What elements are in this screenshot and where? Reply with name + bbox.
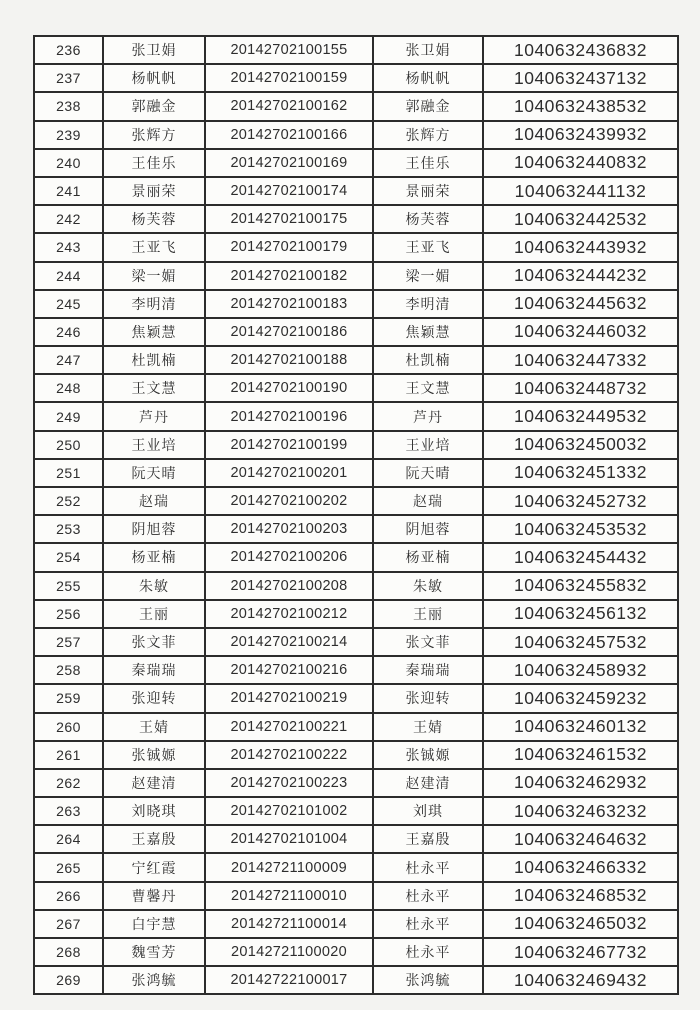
cell-name-confirm: 王业培 [373,431,483,459]
cell-exam-id: 20142702100214 [205,628,373,656]
cell-cert-no: 1040632453532 [483,515,678,543]
cell-cert-no: 1040632437132 [483,64,678,92]
cell-name: 张迎转 [103,684,205,712]
cell-index: 261 [34,741,103,769]
cell-exam-id: 20142702100190 [205,374,373,402]
cell-name: 杜凯楠 [103,346,205,374]
cell-name: 李明清 [103,290,205,318]
cell-exam-id: 20142702100208 [205,572,373,600]
cell-index: 236 [34,36,103,64]
cell-exam-id: 20142702100188 [205,346,373,374]
cell-name-confirm: 朱敏 [373,572,483,600]
cell-cert-no: 1040632466332 [483,853,678,881]
table-row [34,600,678,628]
cell-name: 曹馨丹 [103,882,205,910]
cell-index: 237 [34,64,103,92]
cell-name: 张鸿毓 [103,966,205,994]
cell-name: 芦丹 [103,402,205,430]
cell-exam-id: 20142702100196 [205,402,373,430]
cell-exam-id: 20142702100175 [205,205,373,233]
cell-name-confirm: 王婧 [373,713,483,741]
table-row [34,121,678,149]
cell-index: 239 [34,121,103,149]
cell-cert-no: 1040632454432 [483,543,678,571]
cell-name-confirm: 杜凯楠 [373,346,483,374]
table-row [34,318,678,346]
cell-index: 251 [34,459,103,487]
cell-exam-id: 20142702100199 [205,431,373,459]
table-row [34,402,678,430]
table-row [34,290,678,318]
cell-name: 张文菲 [103,628,205,656]
cell-exam-id: 20142721100020 [205,938,373,966]
cell-index: 249 [34,402,103,430]
cell-name-confirm: 杨帆帆 [373,64,483,92]
cell-name: 杨亚楠 [103,543,205,571]
table-row [34,149,678,177]
cell-index: 240 [34,149,103,177]
cell-name-confirm: 杜永平 [373,853,483,881]
cell-cert-no: 1040632457532 [483,628,678,656]
cell-name-confirm: 张迎转 [373,684,483,712]
cell-index: 238 [34,92,103,120]
cell-index: 265 [34,853,103,881]
cell-name: 景丽荣 [103,177,205,205]
cell-index: 263 [34,797,103,825]
table-row [34,262,678,290]
cell-name-confirm: 杜永平 [373,882,483,910]
table-row [34,853,678,881]
cell-exam-id: 20142702100212 [205,600,373,628]
cell-index: 242 [34,205,103,233]
cell-index: 258 [34,656,103,684]
table-row [34,64,678,92]
table-row [34,910,678,938]
cell-cert-no: 1040632451332 [483,459,678,487]
cell-index: 243 [34,233,103,261]
cell-name: 朱敏 [103,572,205,600]
cell-exam-id: 20142702100166 [205,121,373,149]
cell-cert-no: 1040632446032 [483,318,678,346]
cell-cert-no: 1040632441132 [483,177,678,205]
cell-name-confirm: 秦瑞瑞 [373,656,483,684]
cell-name: 王婧 [103,713,205,741]
cell-name: 赵建清 [103,769,205,797]
cell-exam-id: 20142702100216 [205,656,373,684]
cell-name-confirm: 郭融金 [373,92,483,120]
cell-cert-no: 1040632448732 [483,374,678,402]
cell-index: 254 [34,543,103,571]
cell-name-confirm: 王文慧 [373,374,483,402]
cell-index: 267 [34,910,103,938]
cell-cert-no: 1040632444232 [483,262,678,290]
table-row [34,205,678,233]
cell-index: 255 [34,572,103,600]
table-row [34,177,678,205]
cell-name-confirm: 王嘉殷 [373,825,483,853]
table-row [34,572,678,600]
cell-name: 张铖嫄 [103,741,205,769]
table-row [34,36,678,64]
cell-exam-id: 20142702100174 [205,177,373,205]
cell-exam-id: 20142702100159 [205,64,373,92]
cell-name: 宁红霞 [103,853,205,881]
cell-exam-id: 20142702101004 [205,825,373,853]
table-row [34,684,678,712]
cell-cert-no: 1040632469432 [483,966,678,994]
cell-name-confirm: 赵建清 [373,769,483,797]
cell-cert-no: 1040632439932 [483,121,678,149]
cell-index: 260 [34,713,103,741]
cell-name-confirm: 李明清 [373,290,483,318]
cell-name-confirm: 张辉方 [373,121,483,149]
cell-cert-no: 1040632452732 [483,487,678,515]
cell-exam-id: 20142702100182 [205,262,373,290]
cell-cert-no: 1040632456132 [483,600,678,628]
cell-name: 梁一媚 [103,262,205,290]
cell-name: 王嘉殷 [103,825,205,853]
cell-cert-no: 1040632445632 [483,290,678,318]
cell-name: 王文慧 [103,374,205,402]
cell-name-confirm: 王佳乐 [373,149,483,177]
table-row [34,938,678,966]
cell-name-confirm: 杜永平 [373,938,483,966]
table-row [34,797,678,825]
table-row [34,515,678,543]
cell-name: 杨帆帆 [103,64,205,92]
cell-exam-id: 20142702100202 [205,487,373,515]
cell-exam-id: 20142702100222 [205,741,373,769]
cell-index: 245 [34,290,103,318]
cell-name: 王业培 [103,431,205,459]
cell-cert-no: 1040632450032 [483,431,678,459]
cell-cert-no: 1040632455832 [483,572,678,600]
cell-exam-id: 20142702100183 [205,290,373,318]
cell-index: 241 [34,177,103,205]
table-row [34,233,678,261]
cell-name: 张卫娟 [103,36,205,64]
cell-index: 244 [34,262,103,290]
table-row [34,431,678,459]
cell-index: 264 [34,825,103,853]
cell-cert-no: 1040632443932 [483,233,678,261]
cell-index: 266 [34,882,103,910]
cell-exam-id: 20142702100169 [205,149,373,177]
cell-cert-no: 1040632462932 [483,769,678,797]
cell-cert-no: 1040632461532 [483,741,678,769]
cell-exam-id: 20142702100206 [205,543,373,571]
cell-exam-id: 20142702100221 [205,713,373,741]
cell-name-confirm: 王丽 [373,600,483,628]
cell-name-confirm: 杨亚楠 [373,543,483,571]
cell-index: 262 [34,769,103,797]
cell-exam-id: 20142722100017 [205,966,373,994]
roster-table [33,35,679,995]
cell-index: 253 [34,515,103,543]
cell-index: 250 [34,431,103,459]
cell-name-confirm: 景丽荣 [373,177,483,205]
cell-cert-no: 1040632460132 [483,713,678,741]
table-row [34,487,678,515]
cell-name-confirm: 张卫娟 [373,36,483,64]
cell-name-confirm: 芦丹 [373,402,483,430]
table-row [34,92,678,120]
cell-index: 252 [34,487,103,515]
cell-name: 王佳乐 [103,149,205,177]
table-row [34,374,678,402]
cell-name-confirm: 刘琪 [373,797,483,825]
cell-cert-no: 1040632465032 [483,910,678,938]
cell-cert-no: 1040632440832 [483,149,678,177]
cell-index: 269 [34,966,103,994]
cell-name-confirm: 杜永平 [373,910,483,938]
cell-cert-no: 1040632438532 [483,92,678,120]
cell-exam-id: 20142702100186 [205,318,373,346]
table-row [34,882,678,910]
cell-name-confirm: 赵瑞 [373,487,483,515]
cell-name-confirm: 梁一媚 [373,262,483,290]
table-row [34,628,678,656]
cell-index: 247 [34,346,103,374]
cell-exam-id: 20142702100223 [205,769,373,797]
cell-name: 秦瑞瑞 [103,656,205,684]
table-row [34,459,678,487]
cell-name: 郭融金 [103,92,205,120]
cell-index: 256 [34,600,103,628]
table-row [34,741,678,769]
roster-table-body [34,36,678,994]
cell-exam-id: 20142702100201 [205,459,373,487]
cell-name-confirm: 阮天晴 [373,459,483,487]
table-row [34,656,678,684]
cell-name-confirm: 焦颖慧 [373,318,483,346]
cell-exam-id: 20142721100010 [205,882,373,910]
cell-cert-no: 1040632459232 [483,684,678,712]
cell-name: 刘晓琪 [103,797,205,825]
cell-name: 王丽 [103,600,205,628]
cell-cert-no: 1040632458932 [483,656,678,684]
cell-name: 王亚飞 [103,233,205,261]
cell-name: 杨芙蓉 [103,205,205,233]
table-row [34,713,678,741]
cell-name: 焦颖慧 [103,318,205,346]
cell-index: 248 [34,374,103,402]
cell-cert-no: 1040632467732 [483,938,678,966]
table-row [34,825,678,853]
cell-exam-id: 20142702100179 [205,233,373,261]
cell-name: 阴旭蓉 [103,515,205,543]
table-row [34,543,678,571]
cell-exam-id: 20142721100009 [205,853,373,881]
cell-exam-id: 20142721100014 [205,910,373,938]
cell-cert-no: 1040632468532 [483,882,678,910]
table-row [34,346,678,374]
cell-index: 268 [34,938,103,966]
cell-index: 259 [34,684,103,712]
table-row [34,966,678,994]
table-row [34,769,678,797]
cell-cert-no: 1040632447332 [483,346,678,374]
cell-name: 白宇慧 [103,910,205,938]
cell-name-confirm: 杨芙蓉 [373,205,483,233]
cell-cert-no: 1040632442532 [483,205,678,233]
cell-name-confirm: 张铖嫄 [373,741,483,769]
cell-index: 246 [34,318,103,346]
cell-cert-no: 1040632449532 [483,402,678,430]
cell-index: 257 [34,628,103,656]
cell-name: 赵瑞 [103,487,205,515]
cell-name-confirm: 张文菲 [373,628,483,656]
cell-name: 张辉方 [103,121,205,149]
cell-name-confirm: 张鸿毓 [373,966,483,994]
cell-cert-no: 1040632463232 [483,797,678,825]
cell-name-confirm: 阴旭蓉 [373,515,483,543]
cell-cert-no: 1040632436832 [483,36,678,64]
cell-name-confirm: 王亚飞 [373,233,483,261]
cell-exam-id: 20142702100155 [205,36,373,64]
cell-name: 阮天晴 [103,459,205,487]
cell-cert-no: 1040632464632 [483,825,678,853]
cell-exam-id: 20142702101002 [205,797,373,825]
cell-exam-id: 20142702100203 [205,515,373,543]
cell-name: 魏雪芳 [103,938,205,966]
cell-exam-id: 20142702100162 [205,92,373,120]
cell-exam-id: 20142702100219 [205,684,373,712]
